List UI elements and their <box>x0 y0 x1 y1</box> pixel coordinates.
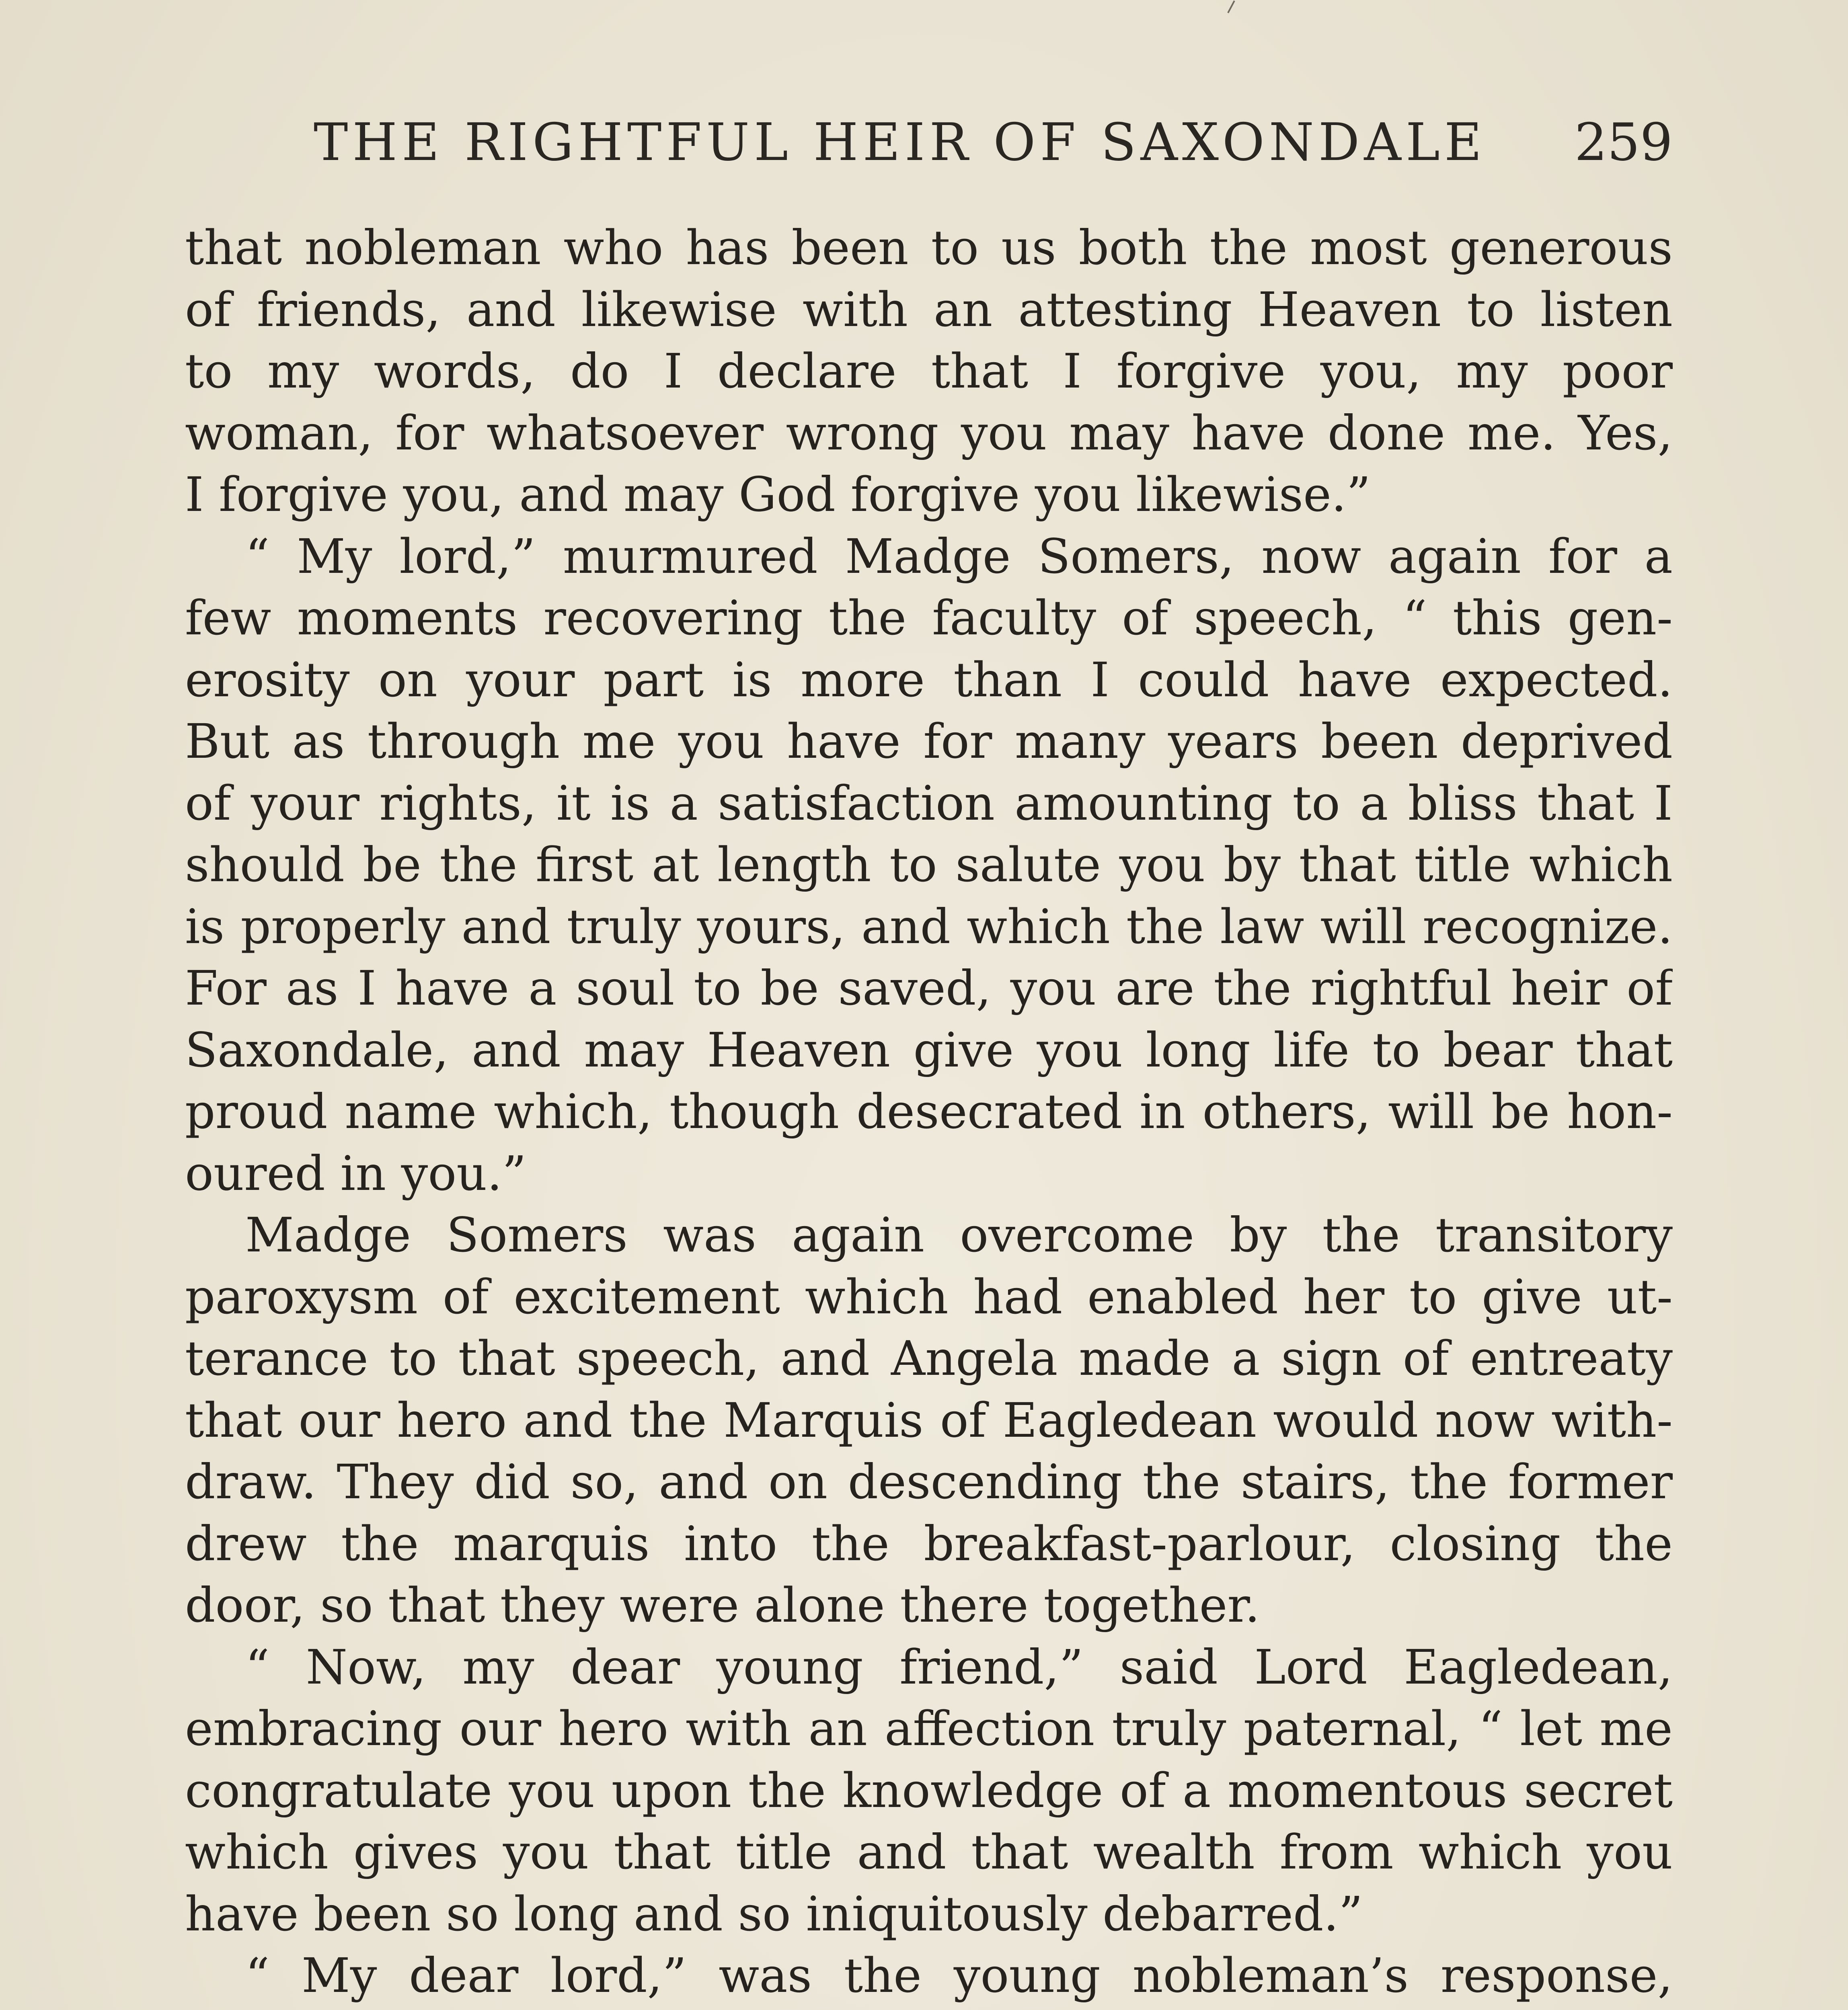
text-line: which gives you that title and that wealth from which you <box>185 1824 1673 1880</box>
page-number: 259 <box>1574 113 1673 172</box>
text-line: have been so long and so iniquitously debarred.” <box>185 1886 1363 1942</box>
text-line: paroxysm of excitement which had enabled her to give ut- <box>185 1269 1673 1325</box>
text-line: oured in you.” <box>185 1145 527 1201</box>
page-header <box>185 103 1673 183</box>
text-line: embracing our hero with an affection truly paternal, “ let me <box>185 1701 1673 1756</box>
text-line: “ My lord,” murmured Madge Somers, now again for a <box>245 528 1673 584</box>
text-line <box>185 2007 1673 2010</box>
text-line: “ My dear lord,” was the young nobleman’s response, <box>245 1948 1673 2003</box>
text-line: to my words, do I declare that I forgive you, my poor <box>185 343 1673 399</box>
text-line: For as I have a soul to be saved, you are the rightful heir of <box>185 960 1673 1016</box>
body-text <box>185 217 1673 2010</box>
running-title: THE RIGHTFUL HEIR OF SAXONDALE <box>314 113 1487 172</box>
text-line: door, so that they were alone there together. <box>185 1577 1260 1633</box>
text-line: that our hero and the Marquis of Eagledean would now with- <box>185 1392 1673 1448</box>
text-line: erosity on your part is more than I could have expected. <box>185 652 1673 708</box>
text-line: I forgive you, and may God forgive you likewise.” <box>185 467 1371 522</box>
text-line: few moments recovering the faculty of speech, “ this gen- <box>185 590 1673 646</box>
text-line: “ Now, my dear young friend,” said Lord Eagledean, <box>245 1639 1673 1695</box>
text-line: is properly and truly yours, and which the law will recognize. <box>185 898 1673 954</box>
print-speck <box>1227 0 1235 13</box>
text-line: Saxondale, and may Heaven give you long life to bear that <box>185 1022 1673 1078</box>
text-line: Madge Somers was again overcome by the transitory <box>245 1207 1673 1263</box>
text-line: draw. They did so, and on descending the stairs, the former <box>185 1454 1673 1510</box>
text-line: But as through me you have for many years been deprived <box>185 714 1673 769</box>
text-line: that nobleman who has been to us both the most generous <box>185 220 1673 275</box>
text-line: should be the first at length to salute you by that title which <box>185 837 1673 892</box>
text-line: drew the marquis into the breakfast-parlour, closing the <box>185 1516 1673 1571</box>
text-line: proud name which, though desecrated in others, will be hon- <box>185 1084 1673 1139</box>
text-line: of friends, and likewise with an attesting Heaven to listen <box>185 281 1673 337</box>
text-line: of your rights, it is a satisfaction amounting to a bliss that I <box>185 775 1673 831</box>
text-line: terance to that speech, and Angela made a sign of entreaty <box>185 1331 1673 1386</box>
text-line: congratulate you upon the knowledge of a momentous secret <box>185 1762 1673 1818</box>
text-line: woman, for whatsoever wrong you may have done me. Yes, <box>185 405 1673 461</box>
